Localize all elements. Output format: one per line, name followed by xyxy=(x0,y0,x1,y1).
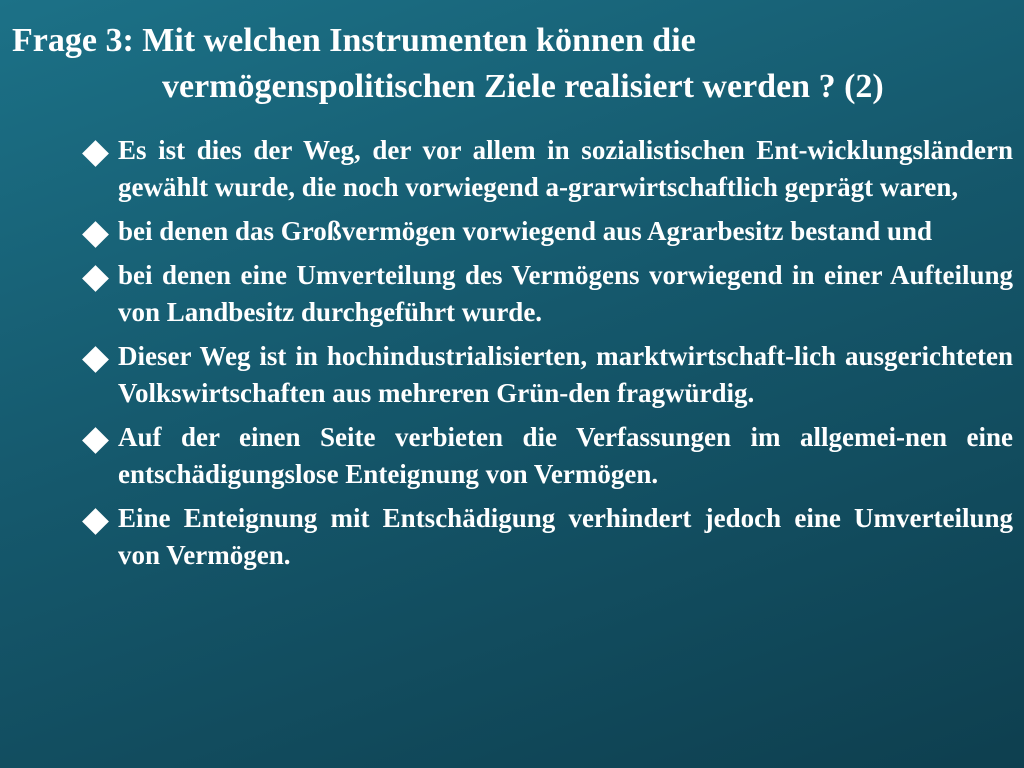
bullet-list xyxy=(76,132,1013,581)
bullet-text: bei denen das Großvermögen vorwiegend aus Agrarbesitz bestand und xyxy=(118,216,933,246)
bullet-item xyxy=(76,257,1013,331)
bullet-item xyxy=(76,500,1013,574)
bullet-item xyxy=(76,419,1013,493)
diamond-icon xyxy=(80,345,112,377)
title-line-1: Frage 3: Mit welchen Instrumenten können die xyxy=(12,22,696,59)
bullet-item xyxy=(76,132,1013,206)
diamond-icon xyxy=(80,264,112,296)
diamond-icon xyxy=(80,220,112,252)
bullet-text: Dieser Weg ist in hochindustrialisierten, marktwirtschaft-lich ausgerichteten Volkswirtschaften aus mehreren Grün-den fragwürdig. xyxy=(118,341,1013,408)
diamond-icon xyxy=(80,426,112,458)
diamond-icon xyxy=(80,139,112,171)
diamond-icon xyxy=(80,507,112,539)
bullet-item xyxy=(76,338,1013,412)
bullet-text: bei denen eine Umverteilung des Vermögens vorwiegend in einer Aufteilung von Landbesitz durchgeführt wurde. xyxy=(118,260,1013,327)
bullet-text: Es ist dies der Weg, der vor allem in sozialistischen Ent-wicklungsländern gewählt wurde, die noch vorwiegend a-grarwirtschaftlich geprägt waren, xyxy=(118,135,1013,202)
title-line-2: vermögenspolitischen Ziele realisiert werden ? (2) xyxy=(162,68,884,105)
slide-title xyxy=(12,18,1012,110)
bullet-text: Eine Enteignung mit Entschädigung verhindert jedoch eine Umverteilung von Vermögen. xyxy=(118,503,1013,570)
bullet-item xyxy=(76,213,1013,250)
bullet-text: Auf der einen Seite verbieten die Verfassungen im allgemei-nen eine entschädigungslose Enteignung von Vermögen. xyxy=(118,422,1013,489)
